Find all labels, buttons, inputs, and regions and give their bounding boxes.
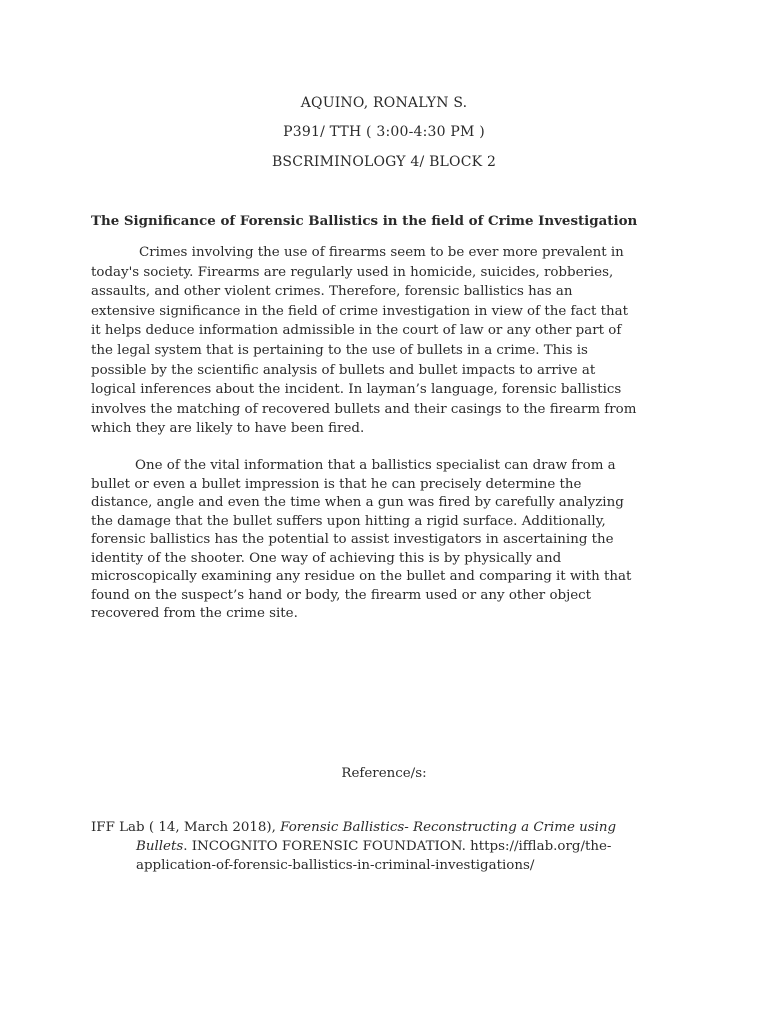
paragraph-line: Crimes involving the use of firearms seem to be ever more prevalent in: [139, 245, 624, 260]
student-name: AQUINO, RONALYN S.: [300, 95, 468, 111]
paragraph-line: One of the vital information that a ballistics specialist can draw from a: [135, 458, 616, 473]
paragraph-1: [91, 243, 691, 439]
paragraph-line: the legal system that is pertaining to the use of bullets in a crime. This is: [91, 342, 588, 358]
program-block: BSCRIMINOLOGY 4/ BLOCK 2: [271, 154, 497, 170]
citation-author-date: IFF Lab ( 14, March 2018),: [91, 820, 281, 835]
citation-publisher: . INCOGNITO FORENSIC FOUNDATION. https://ifflab.org/the-: [183, 839, 612, 854]
paragraph-line: assaults, and other violent crimes. Therefore, forensic ballistics has an: [91, 284, 573, 300]
references-heading: Reference/s:: [341, 766, 427, 781]
course-schedule: P391/ TTH ( 3:00-4:30 PM ): [283, 124, 485, 140]
paragraph-line: distance, angle and even the time when a gun was fired by carefully analyzing: [91, 495, 624, 510]
paragraph-line: identity of the shooter. One way of achieving this is by physically and: [91, 550, 562, 566]
paragraph-line: which they are likely to have been fired.: [91, 421, 365, 437]
paragraph-line: it helps deduce information admissible in the court of law or any other part of: [91, 323, 622, 339]
reference-citation: [91, 818, 691, 875]
paragraph-line: extensive significance in the field of crime investigation in view of the fact that: [91, 303, 628, 319]
paragraph-line: the damage that the bullet suffers upon hitting a rigid surface. Additionally,: [91, 513, 606, 529]
paragraph-line: recovered from the crime site.: [91, 606, 298, 621]
citation-title: Forensic Ballistics- Reconstructing a Crime using: [280, 820, 617, 835]
paragraph-2: [91, 457, 691, 624]
citation-line-1: [91, 818, 691, 837]
paragraph-line: microscopically examining any residue on the bullet and comparing it with that: [91, 569, 632, 584]
citation-url: application-of-forensic-ballistics-in-criminal-investigations/: [136, 858, 535, 873]
paragraph-line: found on the suspect’s hand or body, the firearm used or any other object: [91, 587, 592, 603]
citation-line-2: [91, 837, 691, 856]
paragraph-line: bullet or even a bullet impression is that he can precisely determine the: [91, 476, 582, 492]
paragraph-line: involves the matching of recovered bullets and their casings to the firearm from: [91, 401, 637, 417]
paragraph-line: logical inferences about the incident. In layman’s language, forensic ballistics: [91, 382, 622, 398]
citation-title-cont: Bullets: [136, 839, 184, 854]
paragraph-line: forensic ballistics has the potential to assist investigators in ascertaining the: [91, 532, 614, 547]
paragraph-line: possible by the scientific analysis of bullets and bullet impacts to arrive at: [91, 362, 596, 378]
paragraph-line: today's society. Firearms are regularly used in homicide, suicides, robberies,: [91, 264, 614, 280]
essay-title: The Significance of Forensic Ballistics in the field of Crime Investigation: [91, 213, 638, 229]
